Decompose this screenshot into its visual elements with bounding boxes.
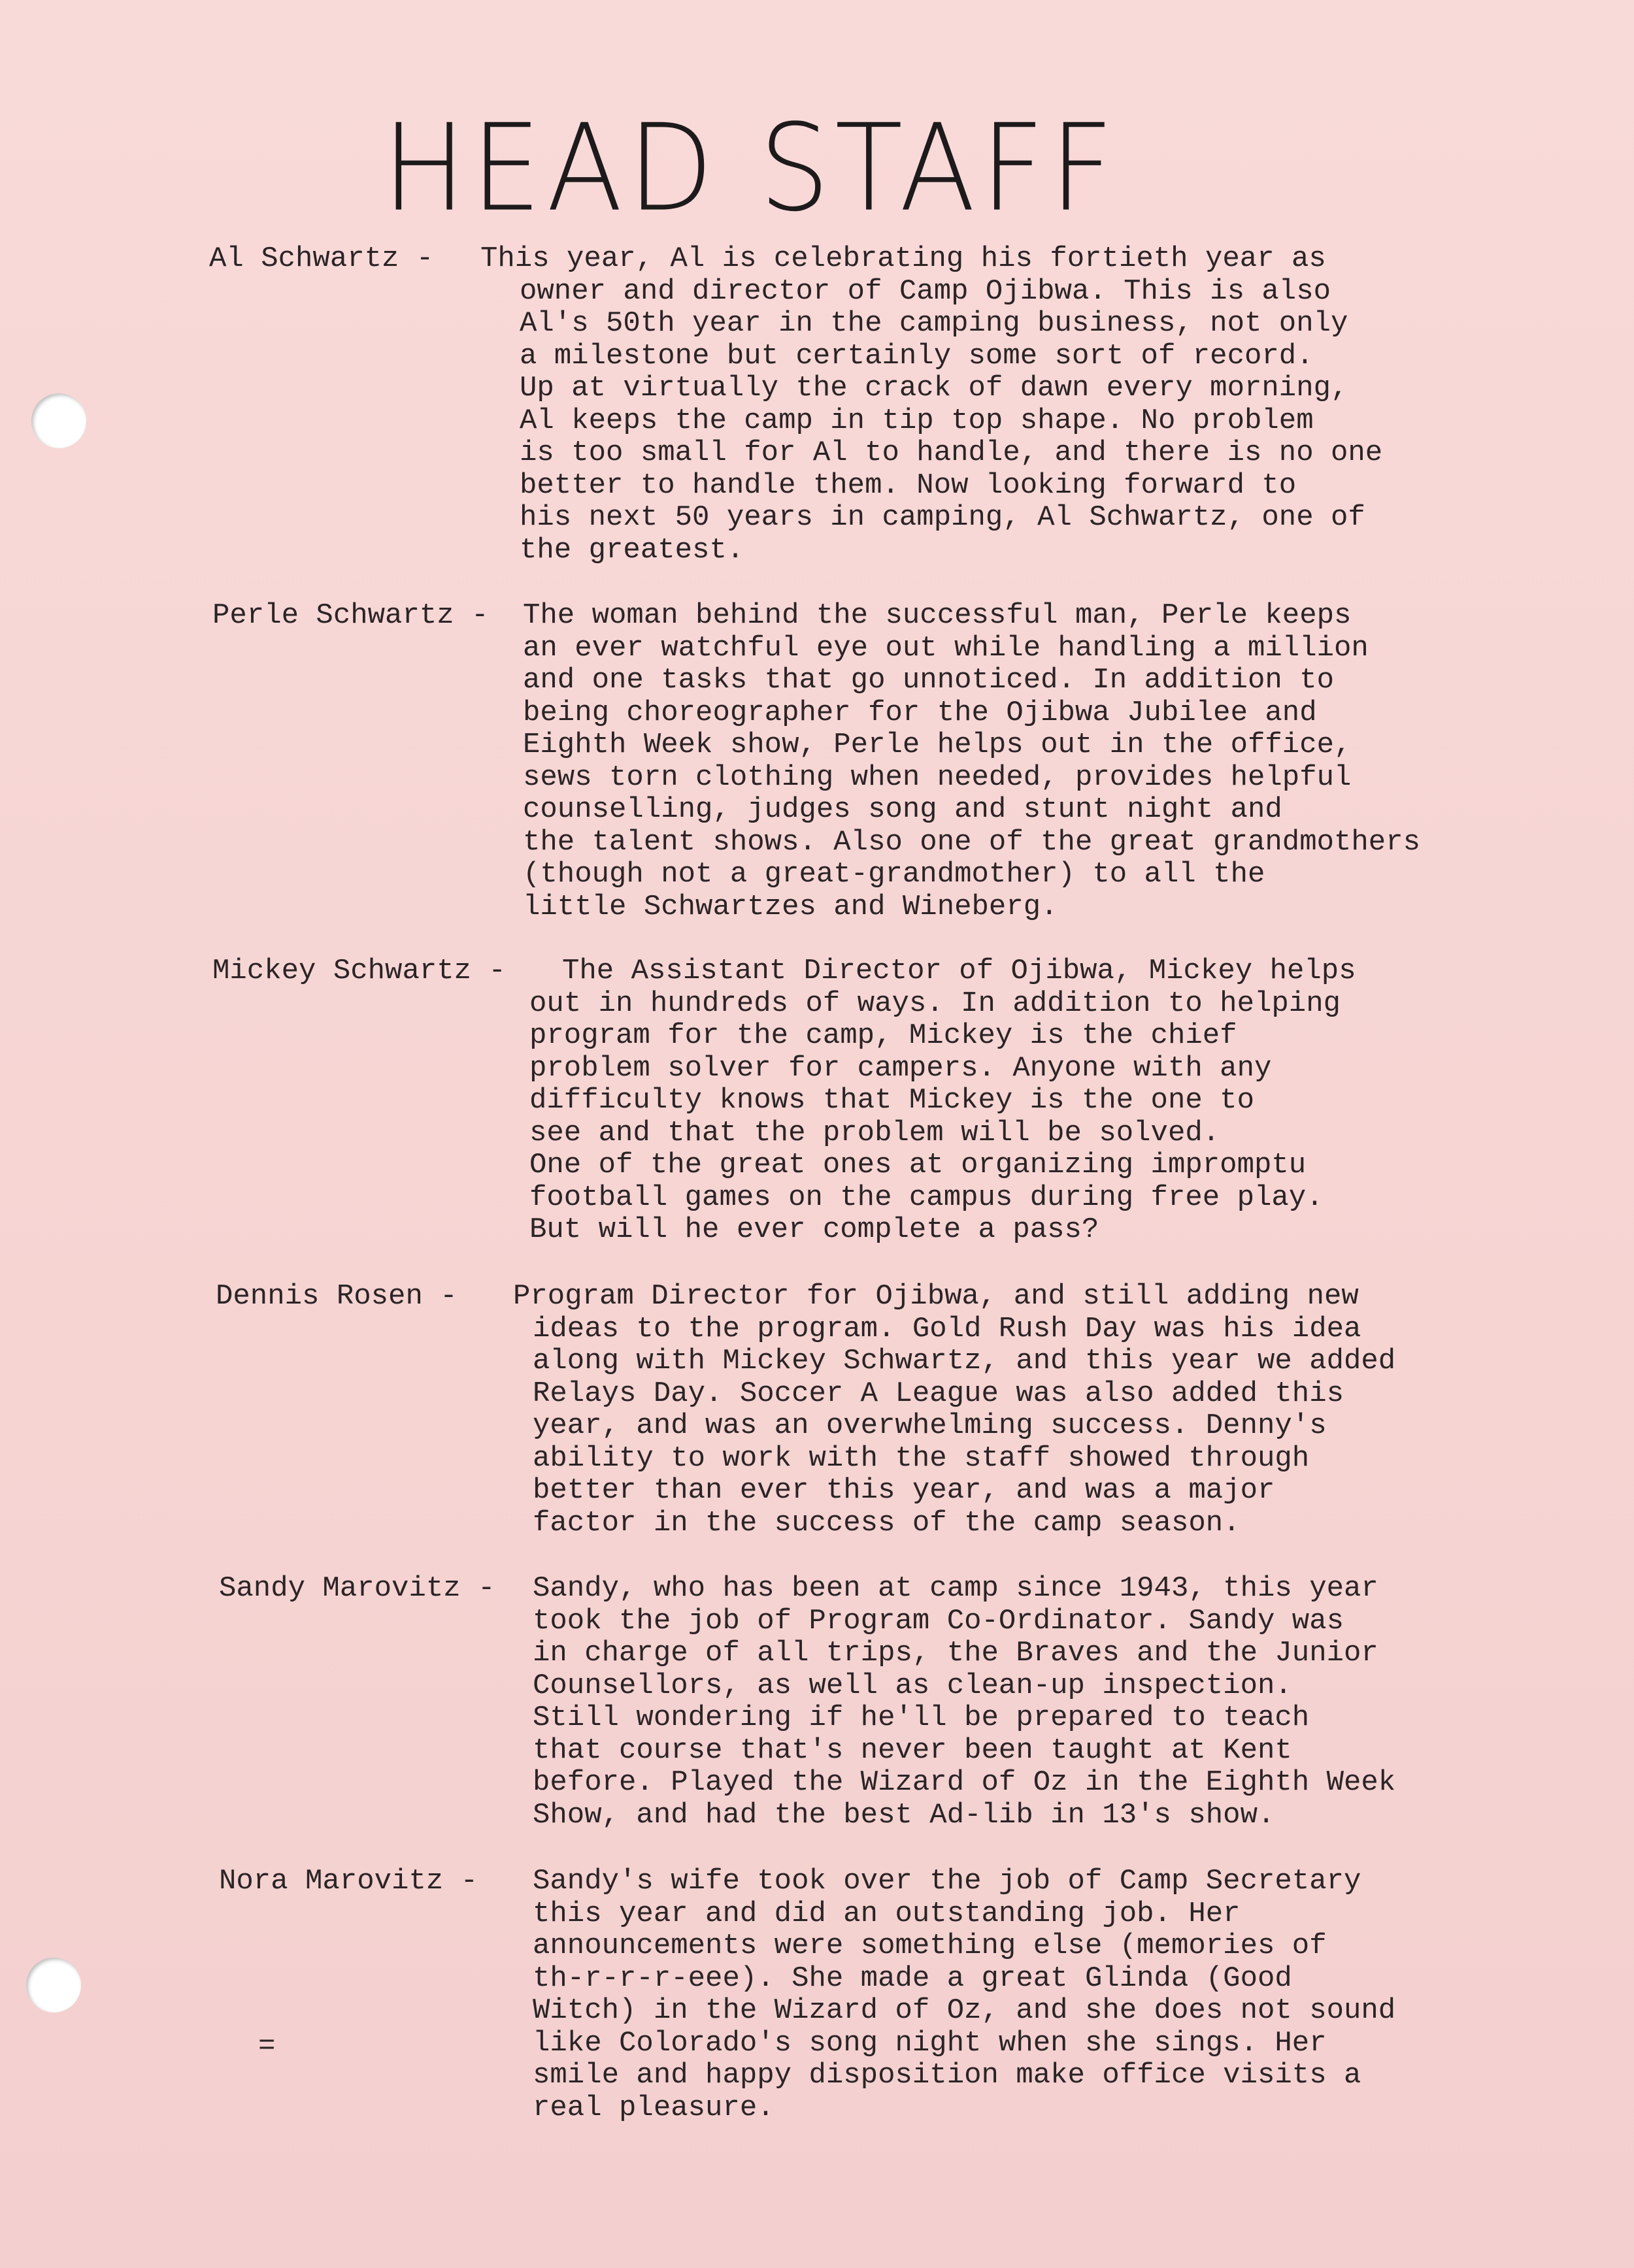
description-line: little Schwartzes and Wineberg. — [523, 890, 1058, 923]
description-line: out in hundreds of ways. In addition to helping — [529, 987, 1341, 1020]
description-line: (though not a great-grandmother) to all the — [523, 858, 1265, 891]
description-line: Sandy, who has been at camp since 1943, this year — [533, 1572, 1378, 1605]
staff-name: Sandy Marovitz - — [219, 1572, 512, 1605]
description-line: that course that's never been taught at Kent — [533, 1734, 1292, 1767]
description-line: ideas to the program. Gold Rush Day was his idea — [533, 1312, 1361, 1345]
staff-name: Al Schwartz - — [209, 242, 451, 275]
description-line: Still wondering if he'll be prepared to teach — [533, 1701, 1310, 1734]
description-line: an ever watchful eye out while handling a million — [523, 631, 1369, 665]
description-line: his next 50 years in camping, Al Schwartz, one of — [520, 501, 1365, 534]
description-line: like Colorado's song night when she sings. Her — [533, 2026, 1327, 2060]
description-line: factor in the success of the camp season. — [533, 1506, 1241, 1539]
description-line: this year and did an outstanding job. Her — [533, 1897, 1241, 1930]
staff-name: Nora Marovitz - — [219, 1865, 495, 1898]
page-title: HEAD STAFF — [382, 99, 1119, 238]
description-line: and one tasks that go unnoticed. In addition to — [523, 664, 1335, 697]
punch-hole — [31, 393, 86, 448]
description-line: better to handle them. Now looking forward to — [520, 468, 1297, 502]
description-line: One of the great ones at organizing impromptu — [529, 1149, 1307, 1181]
description-line: smile and happy disposition make office visits a — [533, 2059, 1361, 2092]
description-line: year, and was an overwhelming success. Denny's — [533, 1409, 1327, 1442]
description-line: Witch) in the Wizard of Oz, and she does not sound — [533, 1994, 1396, 2027]
description-line: being choreographer for the Ojibwa Jubilee and — [523, 696, 1317, 729]
description-line: counselling, judges song and stunt night and — [523, 793, 1282, 826]
description-line: This year, Al is celebrating his fortieth year as — [480, 242, 1326, 275]
description-line: sews torn clothing when needed, provides helpful — [523, 761, 1352, 794]
description-line: Sandy's wife took over the job of Camp Secretary — [533, 1865, 1361, 1898]
margin-mark: = — [258, 2030, 276, 2063]
description-line: announcements were something else (memories of — [533, 1930, 1327, 1962]
description-line: football games on the campus during free play. — [529, 1181, 1324, 1214]
description-line: real pleasure. — [533, 2091, 775, 2124]
description-line: program for the camp, Mickey is the chief — [529, 1019, 1237, 1052]
description-line: Up at virtually the crack of dawn every morning, — [520, 372, 1348, 404]
staff-name: Dennis Rosen - — [216, 1280, 475, 1313]
description-line: the greatest. — [520, 533, 744, 567]
description-line: ability to work with the staff showed through — [533, 1441, 1310, 1475]
description-line: Show, and had the best Ad-lib in 13's show. — [533, 1798, 1275, 1832]
description-line: Al's 50th year in the camping business, not only — [520, 307, 1348, 340]
description-line: The woman behind the successful man, Perle keeps — [523, 599, 1352, 632]
staff-name: Mickey Schwartz - — [212, 955, 524, 987]
description-line: difficulty knows that Mickey is the one to — [529, 1084, 1254, 1117]
description-line: is too small for Al to handle, and there is no one — [520, 436, 1383, 469]
description-line: th-r-r-r-eee). She made a great Glinda (Good — [533, 1962, 1292, 1995]
description-line: But will he ever complete a pass? — [529, 1213, 1099, 1246]
description-line: owner and director of Camp Ojibwa. This is also — [520, 274, 1331, 308]
description-line: The Assistant Director of Ojibwa, Mickey helps — [562, 955, 1356, 987]
staff-name: Perle Schwartz - — [212, 599, 506, 632]
description-line: Counsellors, as well as clean-up inspection. — [533, 1669, 1292, 1702]
punch-hole — [26, 1958, 81, 2013]
description-line: better than ever this year, and was a major — [533, 1474, 1275, 1507]
description-line: Program Director for Ojibwa, and still adding new — [513, 1280, 1359, 1313]
description-line: along with Mickey Schwartz, and this year we added — [533, 1345, 1396, 1377]
description-line: Al keeps the camp in tip top shape. No problem — [520, 404, 1314, 437]
description-line: problem solver for campers. Anyone with any — [529, 1051, 1272, 1085]
description-line: before. Played the Wizard of Oz in the Eighth Week — [533, 1766, 1396, 1799]
description-line: took the job of Program Co-Ordinator. Sandy was — [533, 1604, 1344, 1637]
description-line: see and that the problem will be solved. — [529, 1116, 1220, 1149]
description-line: Relays Day. Soccer A League was also added this — [533, 1377, 1344, 1410]
description-line: in charge of all trips, the Braves and the Junior — [533, 1637, 1378, 1669]
description-line: the talent shows. Also one of the great grandmothers — [523, 825, 1421, 859]
description-line: Eighth Week show, Perle helps out in the office, — [523, 729, 1352, 761]
description-line: a milestone but certainly some sort of record. — [520, 339, 1314, 372]
